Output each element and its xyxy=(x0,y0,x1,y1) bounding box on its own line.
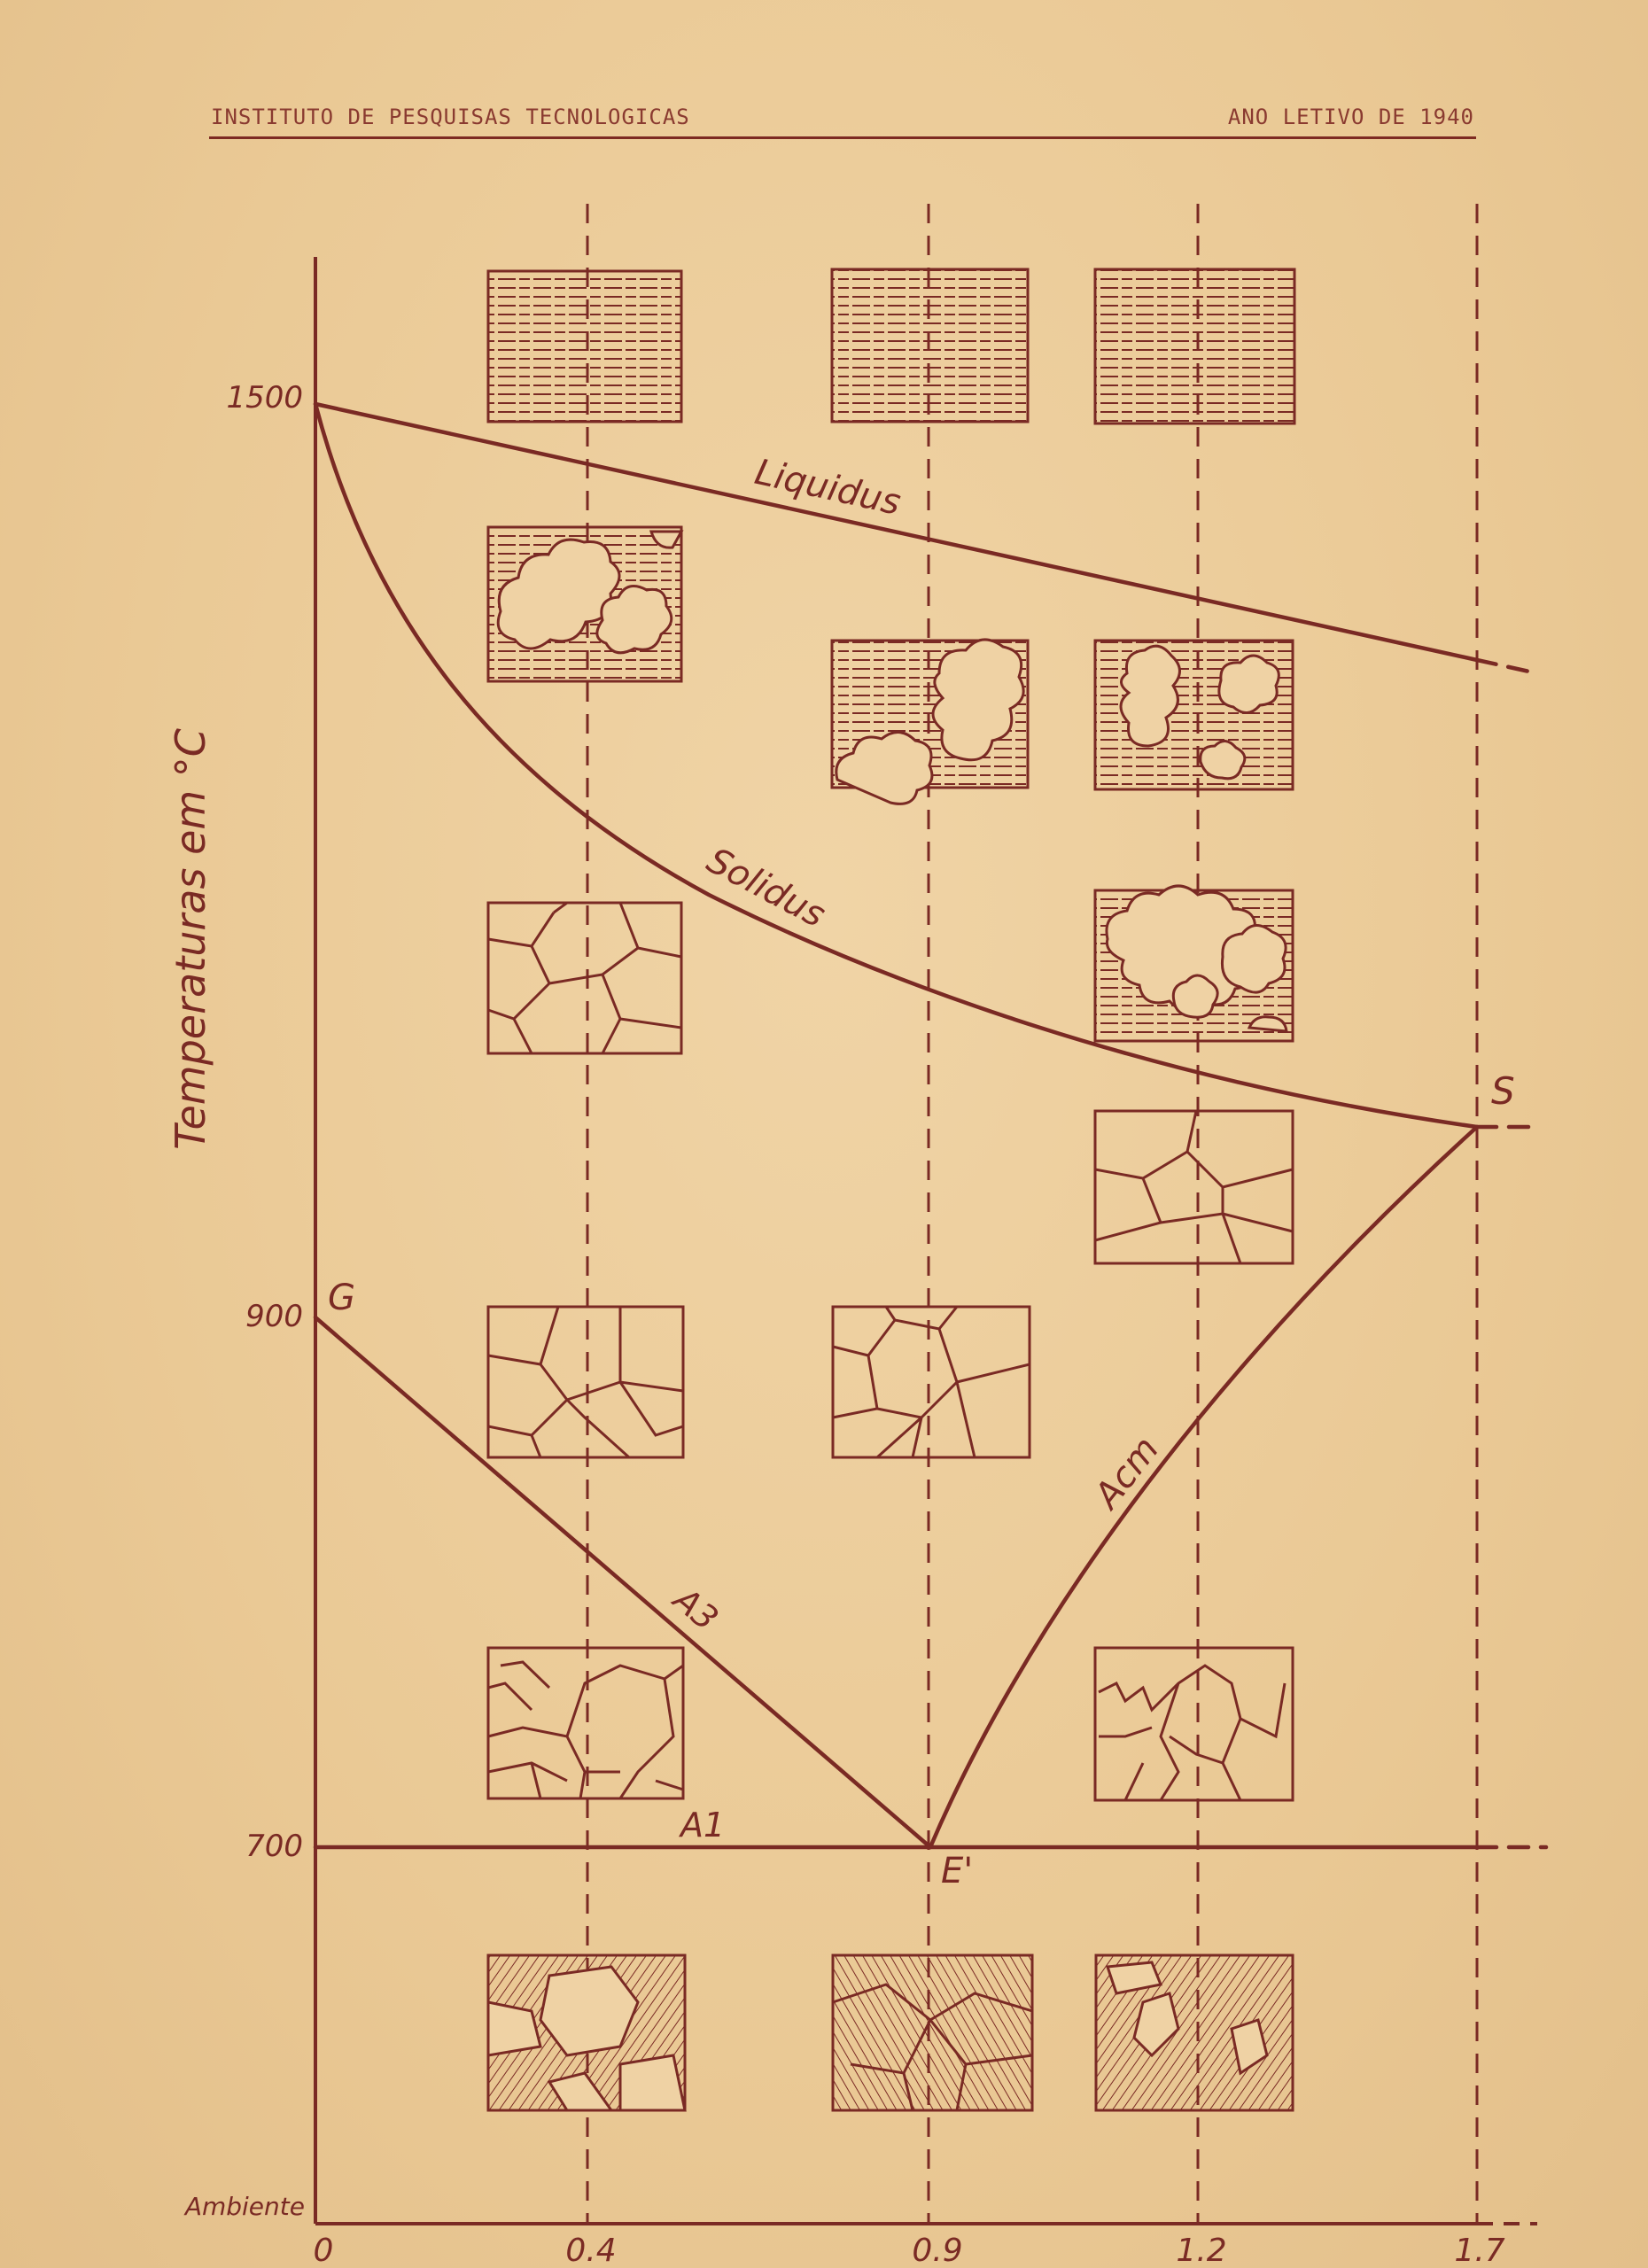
a3-label: A3 xyxy=(666,1580,726,1639)
micro-liquid-1-2 xyxy=(1095,269,1294,423)
micro-liquid-crystals-1-2 xyxy=(1095,641,1293,789)
y-tick-900: 900 xyxy=(245,1299,303,1334)
y-tick-ambiente: Ambiente xyxy=(184,2192,305,2221)
y-axis-title: Temperaturas em °C xyxy=(167,728,214,1150)
x-tick-1-2: 1.2 xyxy=(1176,2233,1227,2268)
point-g-label: G xyxy=(328,1278,355,1318)
micro-liquid-crystals-0-9 xyxy=(832,640,1028,804)
micro-austenite-0-4 xyxy=(488,903,681,1053)
micro-austenite-1-2 xyxy=(1095,1111,1293,1263)
liquidus-label: Liquidus xyxy=(750,451,905,524)
liquidus-extension xyxy=(1477,660,1537,673)
micro-austenite-0-9 xyxy=(833,1307,1030,1457)
micro-liquid-0-9 xyxy=(832,269,1028,422)
x-tick-0-9: 0.9 xyxy=(912,2233,963,2268)
acm-curve xyxy=(930,1127,1477,1847)
x-tick-1-7: 1.7 xyxy=(1454,2233,1505,2268)
micro-pearlite-1-2 xyxy=(1096,1955,1293,2110)
micro-ferrite-cementite-1-2 xyxy=(1095,1648,1293,1800)
micro-pearlite-0-9 xyxy=(833,1955,1032,2110)
a3-line xyxy=(315,1317,930,1847)
micro-liquid-crystals-1-2-lower xyxy=(1095,886,1293,1041)
solidus-label: Solidus xyxy=(700,840,832,936)
acm-label: Acm xyxy=(1086,1429,1168,1517)
x-tick-0: 0 xyxy=(313,2233,334,2268)
y-tick-1500: 1500 xyxy=(226,380,303,416)
header-institution: INSTITUTO DE PESQUISAS TECNOLOGICAS xyxy=(211,105,690,129)
micro-liquid-crystals-0-4 xyxy=(488,527,681,681)
point-e-label: E' xyxy=(941,1851,974,1891)
y-tick-700: 700 xyxy=(245,1829,303,1864)
micro-liquid-0-4 xyxy=(488,271,681,422)
header-year: ANO LETIVO DE 1940 xyxy=(1227,105,1474,129)
micro-pearlite-0-4 xyxy=(488,1955,685,2110)
x-tick-0-4: 0.4 xyxy=(565,2233,617,2268)
point-s-label: S xyxy=(1491,1069,1515,1113)
micro-austenite-0-4-g xyxy=(488,1307,683,1457)
micro-ferrite-austenite-0-4 xyxy=(488,1648,683,1798)
a1-label: A1 xyxy=(680,1806,726,1845)
